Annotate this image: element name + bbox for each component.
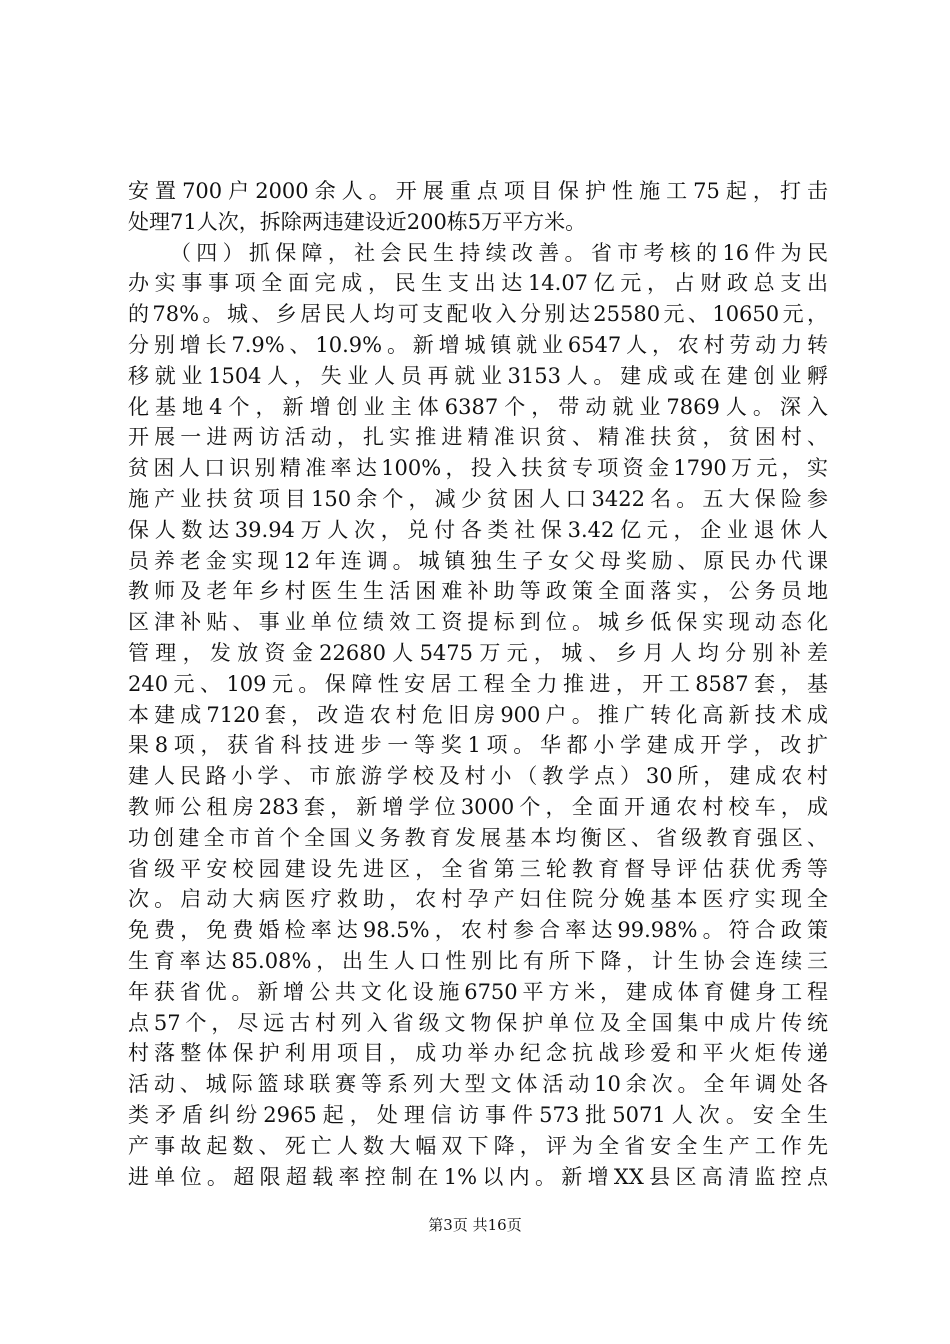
- text-line: 果8项，获省科技进步一等奖1项。华都小学建成开学，改扩: [128, 733, 828, 758]
- text-line: 教师及老年乡村医生生活困难补助等政策全面落实，公务员地: [128, 579, 828, 604]
- text-line: 本建成7120套，改造农村危旧房900户。推广转化高新技术成: [128, 702, 828, 727]
- text-line: 产事故起数、死亡人数大幅双下降，评为全省安全生产工作先: [128, 1133, 828, 1158]
- text-line: 的78%。城、乡居民人均可支配收入分别达25580元、10650元，: [128, 302, 828, 327]
- section-heading-line: （四）抓保障，社会民生持续改善。省市考核的16件为民: [170, 240, 828, 265]
- text-line: 生育率达85.08%，出生人口性别比有所下降，计生协会连续三: [128, 948, 828, 973]
- text-line: 施产业扶贫项目150余个，减少贫困人口3422名。五大保险参: [128, 486, 828, 511]
- text-line: 点57个，尽远古村列入省级文物保护单位及全国集中成片传统: [128, 1010, 828, 1035]
- text-line: 活动、城际篮球联赛等系列大型文体活动10余次。全年调处各: [128, 1072, 828, 1097]
- text-line: 免费，免费婚检率达98.5%，农村参合率达99.98%。符合政策: [128, 918, 828, 943]
- text-line: 移就业1504人，失业人员再就业3153人。建成或在建创业孵: [128, 363, 828, 388]
- document-body: [128, 176, 828, 1192]
- text-line: 化基地4个，新增创业主体6387个，带动就业7869人。深入: [128, 394, 828, 419]
- text-line: 办实事事项全面完成，民生支出达14.07亿元，占财政总支出: [128, 271, 828, 296]
- text-line: 类矛盾纠纷2965起，处理信访事件573批5071人次。安全生: [128, 1102, 828, 1127]
- text-line: 教师公租房283套，新增学位3000个，全面开通农村校车，成: [128, 794, 828, 819]
- text-line: 处理71人次，拆除两违建设近200栋5万平方米。: [128, 209, 587, 234]
- text-line: 安置700户2000余人。开展重点项目保护性施工75起，打击: [128, 179, 828, 203]
- page-footer: [0, 1214, 950, 1235]
- text-line: 建人民路小学、市旅游学校及村小（教学点）30所，建成农村: [128, 764, 828, 789]
- text-line: 贫困人口识别精准率达100%，投入扶贫专项资金1790万元，实: [128, 456, 828, 481]
- text-line: 年获省优。新增公共文化设施6750平方米，建成体育健身工程: [128, 979, 828, 1004]
- text-line: 省级平安校园建设先进区，全省第三轮教育督导评估获优秀等: [128, 856, 828, 881]
- text-line: 保人数达39.94万人次，兑付各类社保3.42亿元，企业退休人: [128, 517, 828, 542]
- page-number: 第3页 共16页: [428, 1216, 522, 1234]
- text-line: 分别增长7.9%、10.9%。新增城镇就业6547人，农村劳动力转: [128, 332, 828, 357]
- text-line: 进单位。超限超载率控制在1%以内。新增XX县区高清监控点: [128, 1164, 828, 1189]
- text-line: 次。启动大病医疗救助，农村孕产妇住院分娩基本医疗实现全: [128, 887, 828, 912]
- text-line: 开展一进两访活动，扎实推进精准识贫、精准扶贫，贫困村、: [128, 425, 828, 450]
- text-line: 管理，发放资金22680人5475万元，城、乡月人均分别补差: [128, 640, 828, 665]
- text-line: 区津补贴、事业单位绩效工资提标到位。城乡低保实现动态化: [128, 610, 828, 635]
- text-line: 员养老金实现12年连调。城镇独生子女父母奖励、原民办代课: [128, 548, 828, 573]
- text-line: 村落整体保护利用项目，成功举办纪念抗战珍爱和平火炬传递: [128, 1041, 828, 1066]
- text-line: 240元、109元。保障性安居工程全力推进，开工8587套，基: [128, 671, 828, 696]
- text-line: 功创建全市首个全国义务教育发展基本均衡区、省级教育强区、: [128, 825, 828, 850]
